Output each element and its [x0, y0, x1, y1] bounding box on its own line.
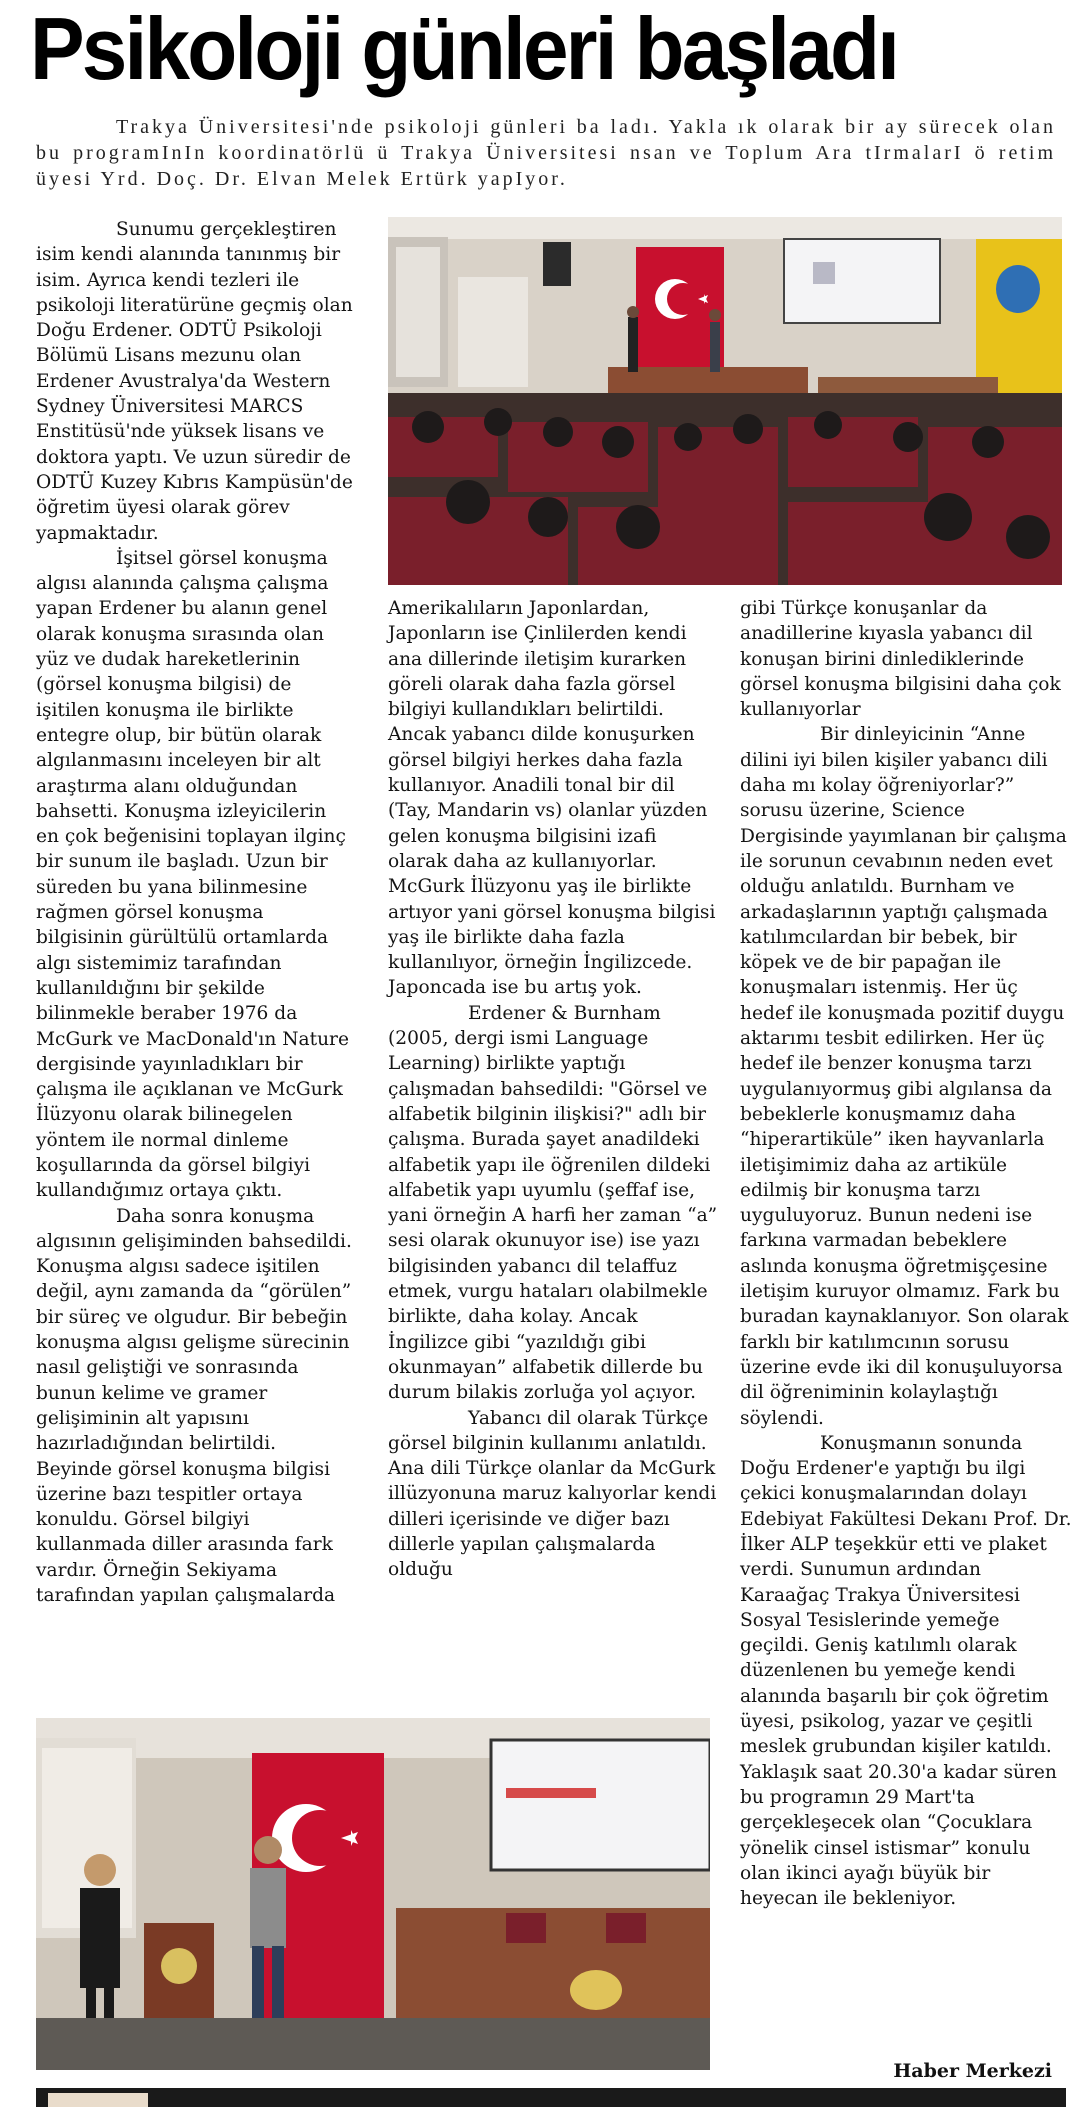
paragraph: gibi Türkçe konuşanlar da anadillerine kıyasla yabancı dil konuşan birini dinlediklerinde görsel konuşma bilgisini daha çok kullanıyorlar	[740, 598, 1061, 721]
headline: Psikoloji günleri başladı	[30, 0, 898, 98]
byline: Haber Merkezi	[893, 2060, 1052, 2082]
bottom-divider	[36, 2088, 1066, 2107]
column-1	[36, 217, 354, 1608]
paragraph: Amerikalıların Japonlardan, Japonların ise Çinlilerden kendi ana dillerinde iletişim kurarken göreli olarak daha fazla görsel bilgiyi kullandıkları belirtildi. Ancak yabancı dilde konuşurken görsel bilgiyi herkes daha fazla kullanıyor. Anadili tonal bir dil (Tay, Mandarin vs) olanlar yüzden gelen konuşma bilgisini izafi olarak daha az kullanıyorlar. McGurk İlüzyonu yaş ile birlikte artıyor yani görsel konuşma bilgisi yaş ile birlikte daha fazla kullanılıyor, örneğin İngilizcede. Japoncada ise bu artış yok.	[388, 598, 716, 999]
stage-photo	[36, 1718, 710, 2070]
paragraph: Sunumu gerçekleştiren isim kendi alanında tanınmış bir isim. Ayrıca kendi tezleri ile psikoloji literatürüne geçmiş olan Doğu Erdener. ODTÜ Psikoloji Bölümü Lisans mezunu olan Erdener Avustralya'da Western Sydney Üniversitesi MARCS Enstitüsü'nde yüksek lisans ve doktora yaptı. Ve uzun süredir de ODTÜ Kuzey Kıbrıs Kampüsün'de öğretim üyesi olarak görev yapmaktadır.	[36, 219, 353, 544]
paragraph: Daha sonra konuşma algısının gelişiminden bahsedildi. Konuşma algısı sadece işitilen değil, aynı zamanda da “görülen” bir süreç ve olgudur. Bir bebeğin konuşma algısı gelişme sürecinin nasıl geliştiği ve sonrasında bunun kelime ve gramer gelişiminin alt yapısını hazırladığından belirtildi. Beyinde görsel konuşma bilgisi üzerine bazı tespitler ortaya konuldu. Görsel bilgiyi kullanmada diller arasında fark vardır. Örneğin Sekiyama tarafından yapılan çalışmalarda	[36, 1205, 352, 1607]
paragraph: Yabancı dil olarak Türkçe görsel bilginin kullanımı anlatıldı. Ana dili Türkçe olanlar da McGurk illüzyonuna maruz kalıyorlar kendi dilleri içerisinde ve diğer bazı dillerle yapılan çalışmalarda olduğu	[388, 1407, 717, 1581]
lecture-hall-photo	[388, 217, 1062, 585]
paragraph: Bir dinleyicinin “Anne dilini iyi bilen kişiler yabancı dili daha mı kolay öğreniyorlar?” sorusu üzerine, Science Dergisinde yayımlanan bir çalışma ile sorunun cevabının neden evet olduğu anlatıldı. Burnham ve arkadaşlarının yaptığı çalışmada katılımcılardan bir bebek, bir köpek ve de bir papağan ile konuşmaları istenmiş. Her üç hedef ile konuşmada pozitif duygu aktarımı tesbit edilirken. Her üç hedef ile benzer konuşma tarzı uygulanıyormuş gibi algılansa da bebeklerle konuşmamız daha “hiperartiküle” iken hayvanlarla iletişimimiz daha az artiküle edilmiş bir konuşma tarzı uyguluyoruz. Bunun nedeni ise farkına varmadan bebeklere aslında konuşma öğretmişçesine iletişim kuruyor olmamız. Fark bu buradan kaynaklanıyor. Son olarak farklı bir katılımcının sorusu üzerine evde iki dil konuşuluyorsa dil öğreniminin kolaylaştığı söylendi.	[740, 724, 1069, 1429]
lead-paragraph: Trakya Üniversitesi'nde psikoloji günleri ba ladı. Yakla ık olarak bir ay sürecek olan bu programInIn koordinatörlü ü Trakya Üniversitesi nsan ve Toplum Ara tIrmalarI ö retim üyesi Yrd. Doç. Dr. Elvan Melek Ertürk yapIyor.	[36, 116, 1056, 190]
next-article-thumbnail	[48, 2093, 148, 2107]
paragraph: Erdener & Burnham (2005, dergi ismi Language Learning) birlikte yaptığı çalışmadan bahsedildi: "Görsel ve alfabetik bilginin ilişkisi?" adlı bir çalışma. Burada şayet anadildeki alfabetik yapı ile öğrenilen dildeki alfabetik yapı uyumlu (şeffaf ise, yani örneğin A harfi her zaman “a” sesi olarak okunuyor ise) ise yazı bilgisinden yabancı dil telaffuz etmek, vurgu hataları olabilmekle birlikte, daha kolay. Ancak İngilizce gibi “yazıldığı gibi okunmayan” alfabetik dillerde bu durum bilakis zorluğa yol açıyor.	[388, 1002, 718, 1404]
lecture-hall-photo-image	[388, 217, 1062, 585]
column-3	[740, 596, 1072, 1911]
paragraph: Konuşmanın sonunda Doğu Erdener'e yaptığı bu ilgi çekici konuşmalarından dolayı Edebiyat Fakültesi Dekanı Prof. Dr. İlker ALP teşekkür etti ve plaket verdi. Sunumun ardından Karaağaç Trakya Üniversitesi Sosyal Tesislerinde yemeğe geçildi. Geniş katılımlı olarak düzenlenen bu yemeğe kendi alanında başarılı bir çok öğretim üyesi, psikolog, yazar ve çeşitli meslek grubundan kişiler katıldı. Yaklaşık saat 20.30'a kadar süren bu programın 29 Mart'ta gerçekleşecek olan “Çocuklara yönelik cinsel istismar” konulu olan ikinci ayağı büyük bir heyecan ile bekleniyor.	[740, 1432, 1072, 1910]
stage-photo-image	[36, 1718, 710, 2070]
column-2	[388, 596, 720, 1583]
paragraph: İşitsel görsel konuşma algısı alanında çalışma çalışma yapan Erdener bu alanın genel olarak konuşma sırasında olan yüz ve dudak hareketlerinin (görsel konuşma bilgisi) de işitilen konuşma ile birlikte entegre olup, bir bütün olarak algılanmasını inceleyen bir alt araştırma alanı olduğundan bahsetti. Konuşma izleyicilerin en çok beğenisini toplayan ilginç bir sunum ile başladı. Uzun bir süreden bu yana bilinmesine rağmen görsel konuşma bilgisinin gürültülü ortamlarda algı sistemimiz tarafından kullanıldığını bir şekilde bilinmekle beraber 1976 da McGurk ve MacDonald'ın Nature dergisinde yayınladıkları bir çalışma ile açıklanan ve McGurk İlüzyonu olarak bilinegelen yöntem ile normal dinleme koşullarında da görsel bilgiyi kullandığımız ortaya çıktı.	[36, 547, 349, 1202]
